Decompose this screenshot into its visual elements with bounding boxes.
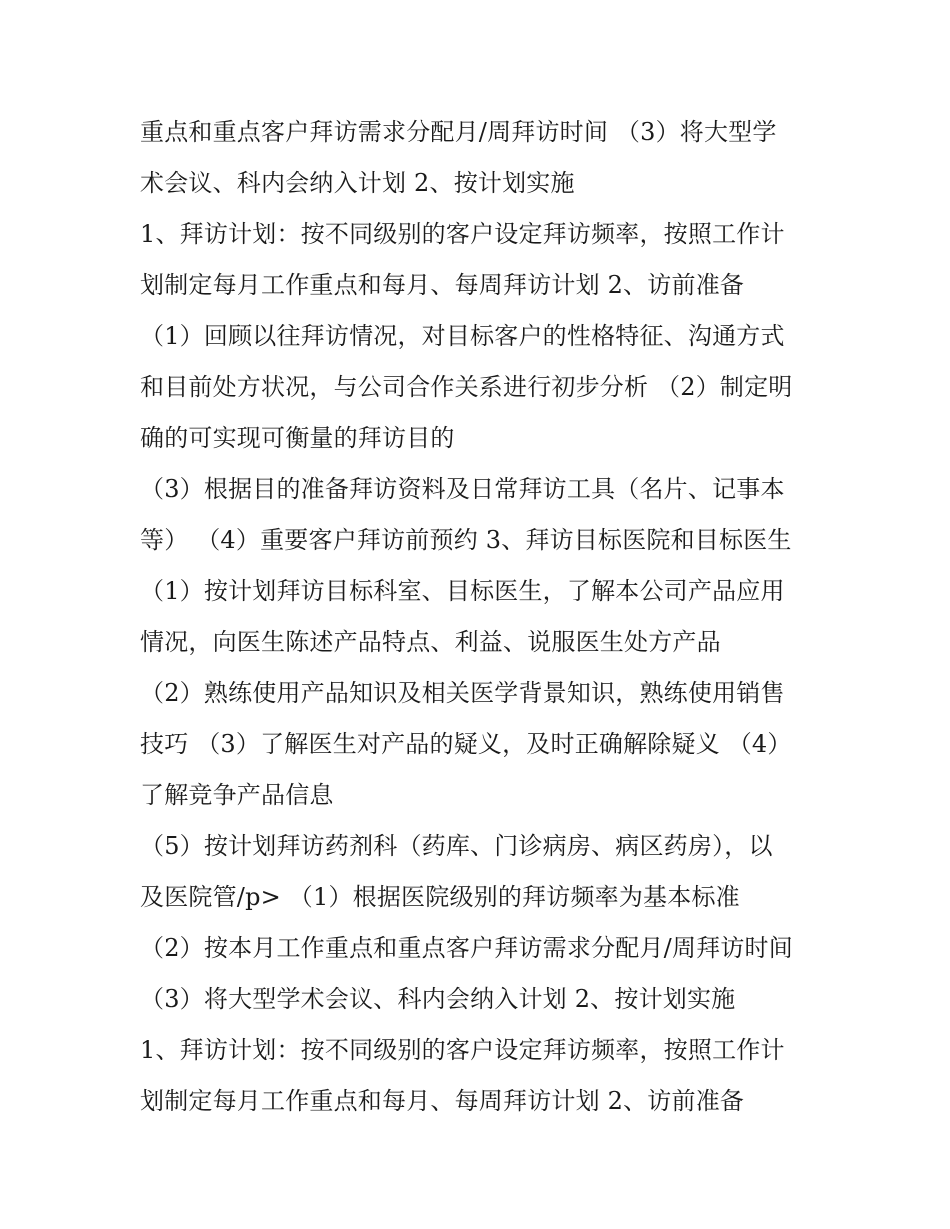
text-line: 情况，向医生陈述产品特点、利益、说服医生处方产品 [140, 628, 721, 656]
text-line: 等） （4）重要客户拜访前预约 3、拜访目标医院和目标医生 [140, 526, 792, 554]
text-line: 了解竞争产品信息 [140, 781, 334, 809]
text-line: （5）按计划拜访药剂科（药库、门诊病房、病区药房），以 [140, 832, 773, 860]
text-line: 重点和重点客户拜访需求分配月/周拜访时间 （3）将大型学 [140, 118, 777, 146]
text-line: 划制定每月工作重点和每月、每周拜访计划 2、访前准备 [140, 1087, 745, 1115]
text-line: （2）熟练使用产品知识及相关医学背景知识，熟练使用销售 [140, 679, 785, 707]
text-line: 术会议、科内会纳入计划 2、按计划实施 [140, 169, 575, 197]
text-line: （3）根据目的准备拜访资料及日常拜访工具（名片、记事本 [140, 475, 785, 503]
text-line: 和目前处方状况，与公司合作关系进行初步分析 （2）制定明 [140, 373, 793, 401]
text-line: 及医院管/p> （1）根据医院级别的拜访频率为基本标准 [140, 883, 740, 911]
text-line: （2）按本月工作重点和重点客户拜访需求分配月/周拜访时间 [140, 934, 793, 962]
text-line: （3）将大型学术会议、科内会纳入计划 2、按计划实施 [140, 985, 736, 1013]
text-line: 划制定每月工作重点和每月、每周拜访计划 2、访前准备 [140, 271, 745, 299]
text-line: 1、拜访计划：按不同级别的客户设定拜访频率，按照工作计 [140, 220, 785, 248]
text-line: 1、拜访计划：按不同级别的客户设定拜访频率，按照工作计 [140, 1036, 785, 1064]
text-line: （1）回顾以往拜访情况，对目标客户的性格特征、沟通方式 [140, 322, 785, 350]
text-line: （1）按计划拜访目标科室、目标医生，了解本公司产品应用 [140, 577, 785, 605]
text-line: 确的可实现可衡量的拜访目的 [140, 424, 455, 452]
document-body [140, 107, 840, 1127]
text-line: 技巧 （3）了解医生对产品的疑义，及时正确解除疑义 （4） [140, 730, 792, 758]
